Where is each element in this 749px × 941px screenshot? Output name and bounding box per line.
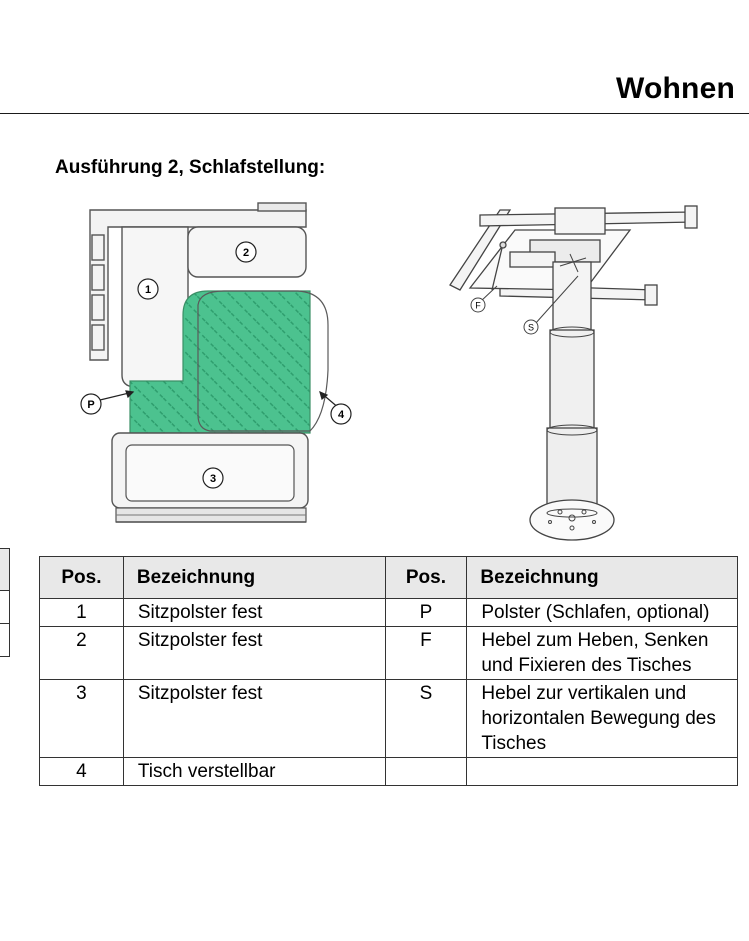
row-bezeichnung: Polster (Schlafen, optional)	[467, 599, 738, 627]
row-pos: 1	[40, 599, 124, 627]
svg-text:S: S	[527, 322, 535, 333]
svg-text:3: 3	[209, 473, 217, 485]
callout-P	[81, 394, 101, 414]
row-bezeichnung: Hebel zur vertikalen und horizontalen Bewegung des Tisches	[467, 680, 738, 758]
callout-2	[236, 242, 256, 262]
row-pos: 4	[40, 758, 124, 786]
callout-4	[331, 404, 351, 424]
row-pos: F	[385, 627, 467, 680]
clipped-table-edge	[0, 590, 10, 624]
parts-table	[39, 556, 738, 786]
callout-F	[471, 298, 485, 312]
table-row	[40, 599, 738, 627]
clipped-table-edge	[0, 548, 10, 591]
table-header-row	[40, 557, 738, 599]
row-bezeichnung	[467, 758, 738, 786]
row-bezeichnung: Sitzpolster fest	[123, 599, 385, 627]
svg-text:F: F	[475, 300, 481, 311]
page-title: Wohnen	[616, 72, 735, 105]
row-bezeichnung: Sitzpolster fest	[123, 627, 385, 680]
header-pos-1: Pos.	[40, 557, 124, 599]
row-pos: P	[385, 599, 467, 627]
table-row	[40, 627, 738, 680]
section-title: Ausführung 2, Schlafstellung:	[55, 157, 326, 178]
row-pos: S	[385, 680, 467, 758]
row-bezeichnung: Tisch verstellbar	[123, 758, 385, 786]
table-pedestal-diagram	[440, 190, 715, 550]
cushion-1	[122, 227, 188, 387]
pedestal-frame	[450, 206, 697, 540]
table-row	[40, 680, 738, 758]
header-pos-2: Pos.	[385, 557, 467, 599]
row-bezeichnung: Hebel zum Heben, Senken und Fixieren des Tisches	[467, 627, 738, 680]
table-row	[40, 758, 738, 786]
callout-1	[138, 279, 158, 299]
svg-text:2: 2	[242, 247, 250, 259]
seating-plan-diagram	[78, 195, 363, 545]
svg-text:4: 4	[337, 409, 345, 421]
svg-text:1: 1	[144, 284, 152, 296]
row-pos: 2	[40, 627, 124, 680]
header-bezeichnung-1: Bezeichnung	[123, 557, 385, 599]
row-bezeichnung: Sitzpolster fest	[123, 680, 385, 758]
row-pos: 3	[40, 680, 124, 758]
callout-3	[203, 468, 223, 488]
svg-text:P: P	[87, 399, 95, 411]
header-divider	[0, 113, 749, 114]
header-bezeichnung-2: Bezeichnung	[467, 557, 738, 599]
callout-S	[524, 320, 538, 334]
clipped-table-edge	[0, 623, 10, 657]
row-pos	[385, 758, 467, 786]
